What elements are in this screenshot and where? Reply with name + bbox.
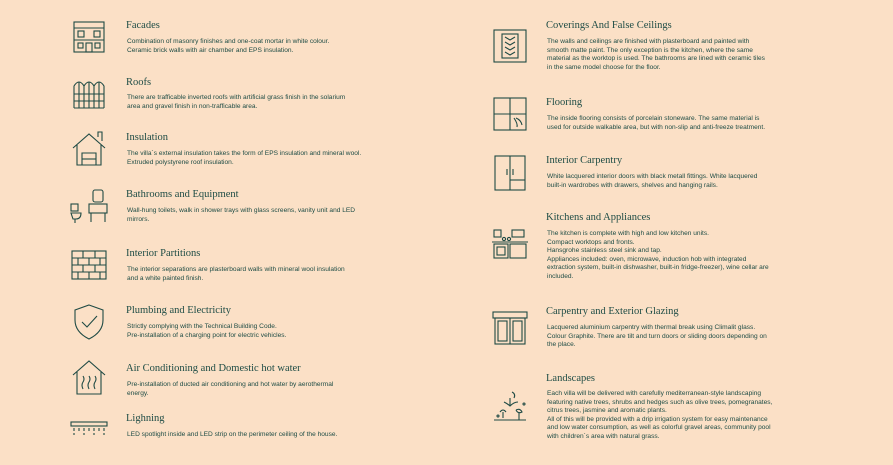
description-line: The inside flooring consists of porcelain stoneware. The same material is: [547, 115, 760, 122]
plants-icon: [490, 388, 530, 428]
description-line: Pre-installation of a charging point for electric vehicles.: [127, 331, 287, 339]
feature-description: [547, 38, 765, 72]
feature-description: [547, 115, 765, 132]
description-line: featuring native trees, shrubs and hedges such as olive trees, pomegranates,: [547, 398, 773, 406]
ceiling-panel-icon: [490, 26, 530, 66]
description-line: The walls and ceilings are finished with plasterboard and painted with: [547, 38, 750, 45]
facade-icon: [69, 16, 109, 56]
feature-description: [127, 94, 345, 111]
description-line: The villa´s external insulation takes the form of EPS insulation and mineral wool.: [127, 150, 362, 157]
description-line: the place.: [547, 341, 576, 349]
description-line: The kitchen is complete with high and low kitchen units.: [547, 230, 709, 237]
description-line: Strictly complying with the Technical Building Code.: [127, 323, 277, 330]
feature-title: Landscapes: [546, 373, 595, 384]
feature-title: Plumbing and Electricity: [126, 305, 231, 316]
heated-house-icon: [69, 357, 109, 397]
description-line: extraction system, built-in dishwasher, built-in fridge-freezer), wine cellar are: [547, 264, 769, 272]
description-line: Appliances included: oven, microwave, induction hob with integrated: [547, 255, 747, 263]
description-line: White lacquered interior doors with black metall fittings. White lacquered: [547, 173, 758, 180]
feature-description: [127, 323, 286, 340]
description-line: and low water consumption, as well as colorful gravel areas, community pool: [547, 424, 771, 432]
description-line: Each villa will be delivered with carefully mediterranean-style landscaping: [547, 390, 762, 397]
description-line: Lacquered aluminium carpentry with thermal break using Climalit glass.: [547, 324, 756, 331]
kitchen-icon: [490, 226, 530, 266]
feature-description: [127, 266, 345, 283]
feature-description: [547, 173, 757, 190]
bathroom-icon: [69, 186, 109, 226]
description-line: Combination of masonry finishes and one-coat mortar in white colour.: [127, 38, 330, 45]
description-line: LED spotlight inside and LED strip on the perimeter ceiling of the house.: [127, 431, 338, 438]
insulated-house-icon: [69, 128, 109, 168]
description-line: Wall-hung toilets, walk in shower trays with glass screens, vanity unit and LED: [127, 207, 356, 214]
description-line: material as the worktop is used. The bathrooms are lined with ceramic tiles: [547, 55, 765, 63]
description-line: Pre-installation of ducted air conditioning and hot water by aerothermal: [127, 381, 334, 388]
description-line: built-in wardrobes with drawers, shelves and hanging rails.: [547, 181, 718, 189]
feature-title: Air Conditioning and Domestic hot water: [126, 363, 301, 374]
description-line: smooth matte paint. The only exception is the kitchen, where the same: [547, 46, 753, 54]
feature-title: Interior Carpentry: [546, 155, 623, 166]
feature-title: Coverings And False Ceilings: [546, 20, 672, 31]
feature-description: [127, 381, 333, 398]
feature-description: [127, 431, 337, 440]
feature-description: [127, 150, 361, 167]
description-line: energy.: [127, 389, 149, 397]
shield-check-icon: [69, 302, 109, 342]
description-line: area and gravel finish in non-trafficable area.: [127, 102, 258, 110]
description-line: The interior separations are plasterboard walls with mineral wool insulation: [127, 266, 345, 273]
feature-title: Bathrooms and Equipment: [126, 189, 239, 200]
feature-title: Roofs: [126, 77, 152, 88]
feature-title: Flooring: [546, 97, 583, 108]
description-line: and a white painted finish.: [127, 274, 204, 282]
description-line: with children´s area with natural grass.: [547, 432, 660, 440]
feature-title: Lighning: [126, 413, 165, 424]
wardrobe-icon: [490, 152, 530, 192]
feature-title: Facades: [126, 20, 160, 31]
description-line: in the same model choose for the floor.: [547, 63, 661, 71]
description-line: Extruded polystyrene roof insulation.: [127, 158, 234, 166]
description-line: Colour Graphite. There are tilt and turn doors or sliding doors depending on: [547, 332, 767, 340]
feature-title: Carpentry and Exterior Glazing: [546, 306, 679, 317]
description-line: There are trafficable inverted roofs with artificial grass finish in the solarium: [127, 94, 346, 101]
window-frame-icon: [490, 308, 530, 348]
led-strip-icon: [69, 408, 109, 448]
description-line: All of this will be provided with a drip irrigation system for easy maintenance: [547, 415, 768, 423]
description-line: Hansgrohe stainless steel sink and tap.: [547, 247, 662, 255]
description-line: mirrors.: [127, 215, 150, 223]
description-line: Compact worktops and fronts.: [547, 238, 635, 246]
roof-tiles-icon: [69, 74, 109, 114]
feature-description: [547, 230, 769, 282]
description-line: citrus trees, jasmine and aromatic plants.: [547, 407, 667, 415]
feature-title: Kitchens and Appliances: [546, 212, 651, 223]
description-line: used for outside walkable area, but with non-slip and anti-freeze treatment.: [547, 123, 766, 131]
description-line: Ceramic brick walls with air chamber and EPS insulation.: [127, 46, 294, 54]
description-line: included.: [547, 272, 574, 280]
feature-title: Interior Partitions: [126, 248, 201, 259]
floor-tile-icon: [490, 94, 530, 134]
feature-description: [547, 390, 772, 442]
brick-wall-icon: [69, 245, 109, 285]
feature-description: [127, 38, 329, 55]
feature-title: Insulation: [126, 132, 168, 143]
feature-description: [127, 207, 355, 224]
feature-description: [547, 324, 767, 350]
